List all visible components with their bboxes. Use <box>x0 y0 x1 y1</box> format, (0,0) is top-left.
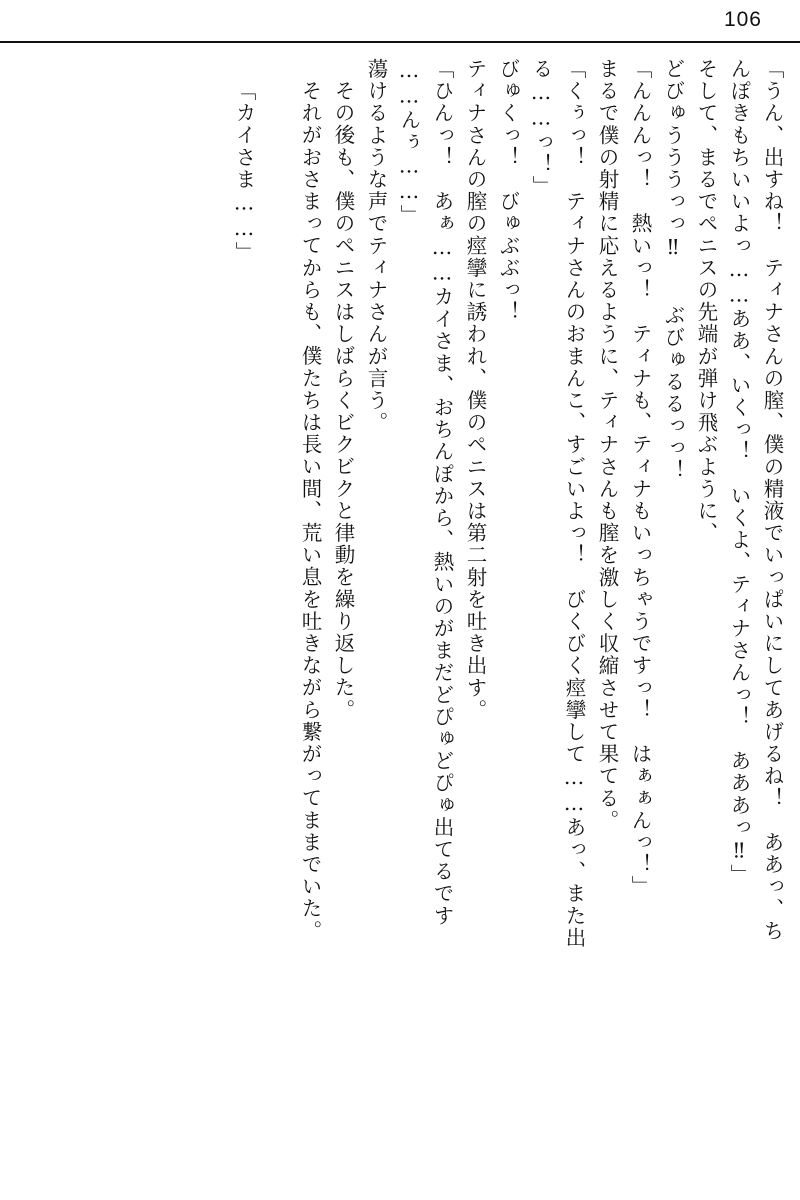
text-line: 「カイさま……」 <box>232 80 256 264</box>
text-line: 「うん、出すね！ ティナさんの膣、僕の精液でいっぱいにしてあげるね！ ああっ、ち <box>760 58 784 942</box>
text-line: まるで僕の射精に応えるように、ティナさんも膣を激しく収縮させて果てる。 <box>595 58 619 832</box>
text-line: 「ひんっ！ あぁ……カイさま、おちんぽから、熱いのがまだどぴゅどぴゅ出てるです <box>430 58 454 927</box>
text-line: 「んんんっ！ 熱いっ！ ティナも、ティナもいっちゃうですっ！ はぁぁんっ！」 <box>628 58 652 898</box>
text-line: 蕩けるような声でティナさんが言う。 <box>364 58 388 434</box>
text-line <box>254 58 287 1158</box>
text-line: その後も、僕のペニスはしばらくビクビクと律動を繰り返した。 <box>331 80 355 721</box>
vertical-text-body <box>221 58 782 1178</box>
text-line: びゅくっ！ びゅぶぶっ！ <box>496 58 520 324</box>
header-divider <box>0 41 800 43</box>
text-line: んぽきもちいいよっ……ああ、いくっ！ いくよ、ティナさんっ！ あああっ‼」 <box>727 58 751 887</box>
text-line: それがおさまってからも、僕たちは長い間、荒い息を吐きながら繋がってままでいた。 <box>298 80 322 942</box>
text-line: る……っ！」 <box>529 58 553 198</box>
text-line: どびゅうううっっ‼ ぶびゅるるっっ！ <box>661 58 685 482</box>
page-number: 106 <box>723 8 762 31</box>
text-line: 「くぅっ！ ティナさんのおまんこ、すごいよっ！ びくびく痙攣して……あっ、また出 <box>562 58 586 949</box>
text-line: ……んぅ……」 <box>397 58 421 227</box>
text-line: ティナさんの膣の痙攣に誘われ、僕のペニスは第二射を吐き出す。 <box>463 58 487 721</box>
text-line: そして、まるでペニスの先端が弾け飛ぶように、 <box>694 58 718 545</box>
